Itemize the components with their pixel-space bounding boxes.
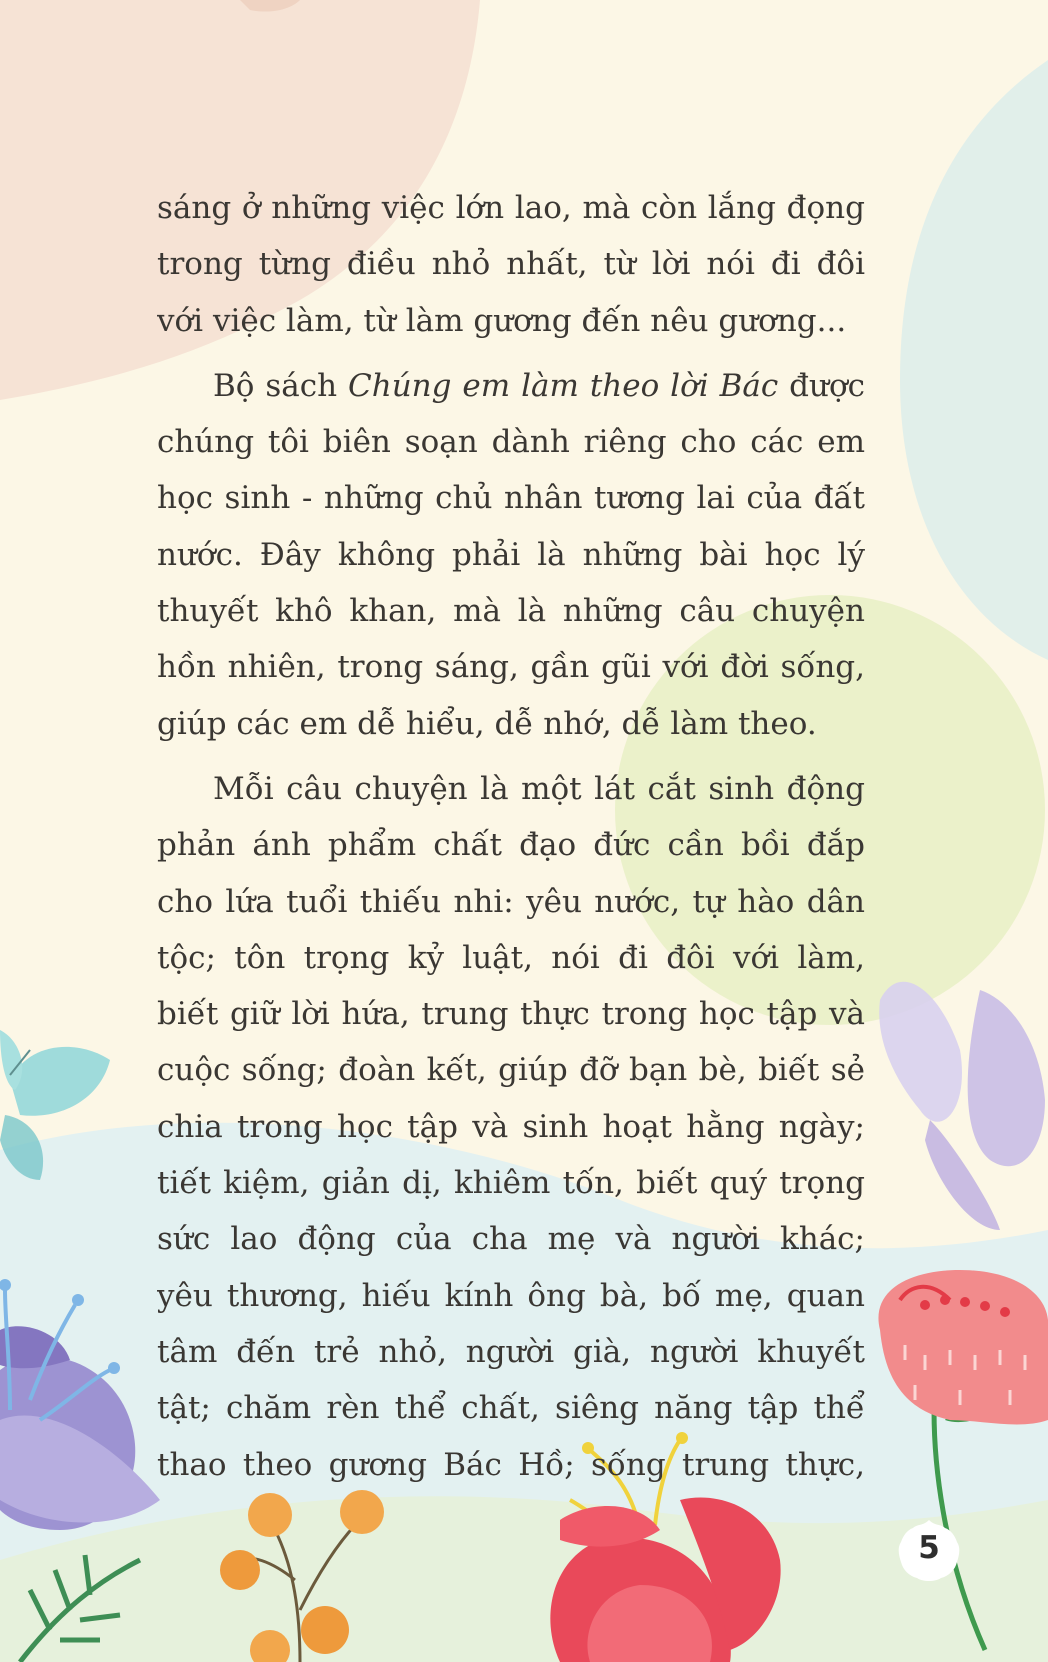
text-line: cuộc sống; đoàn kết, giúp đỡ bạn bè, biết sẻ <box>157 1052 865 1089</box>
text-line: tiết kiệm, giản dị, khiêm tốn, biết quý trọng <box>157 1165 865 1202</box>
text-line: tộc; tôn trọng kỷ luật, nói đi đôi với làm, <box>157 939 865 976</box>
text-line <box>157 358 865 414</box>
butterfly-purple-icon <box>879 982 1045 1230</box>
page-number: 5 <box>918 1530 940 1566</box>
text-segment: được <box>778 367 865 404</box>
text-line: chúng tôi biên soạn dành riêng cho các em <box>157 424 865 461</box>
text-line: thuyết khô khan, mà là những câu chuyện <box>157 593 865 630</box>
text-line: biết giữ lời hứa, trung thực trong học tập và <box>157 996 865 1033</box>
text-line: cho lứa tuổi thiếu nhi: yêu nước, tự hào dân <box>157 883 865 920</box>
mint-blob-shape <box>900 60 1048 660</box>
text-line: trong từng điều nhỏ nhất, từ lời nói đi đôi <box>157 246 865 283</box>
text-line: Mỗi câu chuyện là một lát cắt sinh động <box>213 770 865 807</box>
text-line: hồn nhiên, trong sáng, gần gũi với đời sống, <box>157 649 865 686</box>
text-line: nước. Đây không phải là những bài học lý <box>157 536 865 573</box>
text-line: phản ánh phẩm chất đạo đức cần bồi đắp <box>157 827 865 864</box>
text-line: sáng ở những việc lớn lao, mà còn lắng đọng <box>157 190 865 226</box>
text-line: tật; chăm rèn thể chất, siêng năng tập thể <box>157 1390 865 1427</box>
body-text <box>157 180 865 1493</box>
text-line: sức lao động của cha mẹ và người khác; <box>157 1221 865 1258</box>
text-line: thao theo gương Bác Hồ; sống trung thực, <box>157 1446 865 1483</box>
text-line: yêu thương, hiếu kính ông bà, bố mẹ, quan <box>157 1277 865 1314</box>
text-segment: Bộ sách <box>213 367 349 404</box>
book-series-title: Chúng em làm theo lời Bác <box>348 367 779 404</box>
text-line: chia trong học tập và sinh hoạt hằng ngày; <box>157 1108 865 1145</box>
text-line: học sinh - những chủ nhân tương lai của đất <box>157 480 865 517</box>
text-line: tâm đến trẻ nhỏ, người già, người khuyết <box>157 1333 865 1370</box>
text-line: giúp các em dễ hiểu, dễ nhớ, dễ làm theo. <box>157 705 817 742</box>
text-line: với việc làm, từ làm gương đến nêu gương... <box>157 302 847 339</box>
